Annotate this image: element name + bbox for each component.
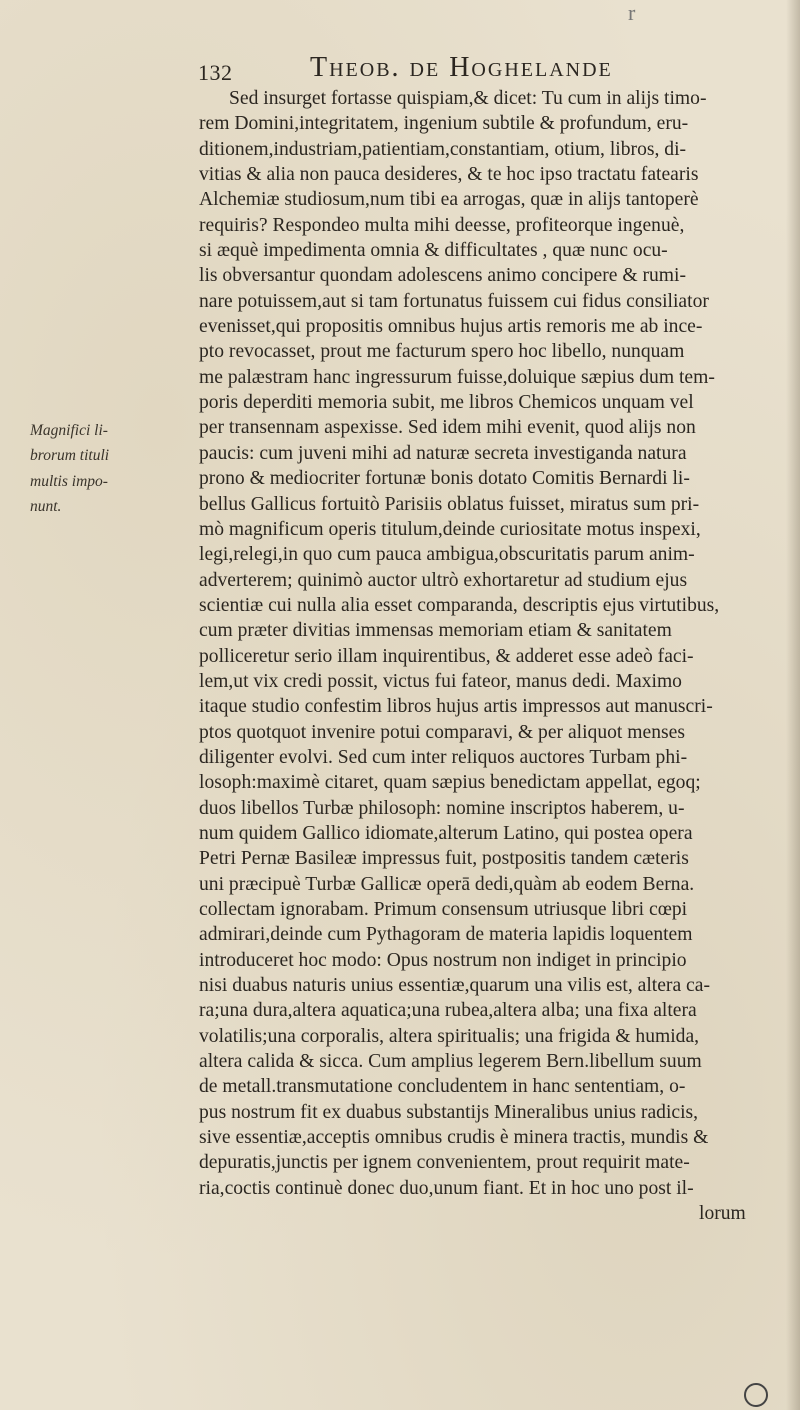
library-stamp [744, 1383, 768, 1407]
text-line: nisi duabus naturis unius essentiæ,quarum una vilis est, altera ca- [199, 975, 710, 997]
text-line: lem,ut vix credi possit, victus fui fateor, manus dedi. Maximo [199, 670, 682, 692]
text-line: pto revocasset, prout me facturum spero hoc libello, nunquam [199, 341, 685, 363]
text-line: volatilis;una corporalis, altera spiritualis; una frigida & humida, [199, 1025, 700, 1047]
text-line: adverterem; quinimò auctor ultrò exhortaretur ad studium ejus [199, 569, 688, 591]
text-line: vitias & alia non pauca desideres, & te hoc ipso tractatu fatearis [199, 164, 699, 186]
catchword: lorum [699, 1203, 746, 1225]
text-line: losoph:maximè citaret, quam sæpius benedictam appellat, egoq; [199, 772, 701, 794]
text-line: ditionem,industriam,patientiam,constantiam, otium, libros, di- [199, 138, 687, 160]
text-line: duos libellos Turbæ philosoph: nomine inscriptos haberem, u- [199, 797, 685, 819]
text-line: num quidem Gallico idiomate,alterum Latino, qui postea opera [199, 822, 693, 844]
text-line: ra;una dura,altera aquatica;una rubea,altera alba; una fixa altera [199, 1000, 697, 1022]
text-line: itaque studio confestim libros hujus artis impressos aut manuscri- [199, 696, 713, 718]
text-line: altera calida & sicca. Cum amplius legerem Bern.libellum suum [199, 1051, 702, 1073]
text-line: legi,relegi,in quo cum pauca ambigua,obscuritatis parum anim- [199, 544, 695, 566]
text-line: polliceretur serio illam inquirentibus, & adderet esse adeò faci- [199, 645, 694, 667]
text-line: me palæstram hanc ingressurum fuisse,doluique sæpius dum tem- [199, 366, 715, 388]
text-line: nare potuissem,aut si tam fortunatus fuissem cui fidus consiliator [199, 290, 709, 312]
marginal-note [30, 418, 190, 519]
text-line: uni præcipuè Turbæ Gallicæ operā dedi,quàm ab eodem Berna. [199, 873, 695, 895]
text-line: scientiæ cui nulla alia esset comparanda, descriptis ejus virtutibus, [199, 594, 720, 616]
text-line: Alchemiæ studiosum,num tibi ea arrogas, quæ in alijs tantoperè [199, 189, 699, 211]
text-line: Petri Pernæ Basileæ impressus fuit, postpositis tandem cæteris [199, 848, 689, 870]
text-line: paucis: cum juveni mihi ad naturæ secreta investiganda natura [199, 442, 687, 464]
text-line: per transennam aspexisse. Sed idem mihi evenit, quod alijs non [199, 417, 696, 439]
text-line: de metall.transmutatione concludentem in hanc sententiam, o- [199, 1076, 686, 1098]
marginal-note-line: multis impo- [30, 472, 108, 490]
text-line: depuratis,junctis per ignem convenientem, prout requirit mate- [199, 1152, 690, 1174]
body-text [199, 86, 799, 1226]
text-line: evenisset,qui propositis omnibus hujus artis remoris me ab ince- [199, 316, 703, 338]
text-line: collectam ignorabam. Primum consensum utriusque libri cœpi [199, 899, 688, 920]
text-line: poris deperditi memoria subit, me libros Chemicos unquam vel [199, 392, 694, 414]
text-line: ria,coctis continuè donec duo,unum fiant. Et in hoc uno post il- [199, 1177, 694, 1199]
text-line: admirari,deinde cum Pythagoram de materia lapidis loquentem [199, 924, 693, 946]
text-line: pus nostrum fit ex duabus substantijs Mineralibus unius radicis, [199, 1101, 699, 1123]
text-line: lis obversantur quondam adolescens animo concipere & rumi- [199, 265, 686, 287]
marginal-note-line: nunt. [30, 498, 62, 516]
marginal-note-line: Magnifici li- [30, 422, 108, 439]
text-line: sive essentiæ,acceptis omnibus crudis è minera tractis, mundis & [199, 1127, 709, 1149]
marginal-note-line: brorum tituli [30, 447, 110, 465]
text-line: diligenter evolvi. Sed cum inter reliquos auctores Turbam phi- [199, 746, 688, 768]
text-line: cum præter divitias immensas memoriam etiam & sanitatem [199, 620, 672, 642]
running-title: Theob. de Hoghelande [310, 52, 613, 83]
top-margin-mark: r [628, 0, 636, 25]
text-line: rem Domini,integritatem, ingenium subtile & profundum, eru- [199, 113, 689, 135]
text-line: ptos quotquot invenire potui comparavi, & per aliquot menses [199, 721, 685, 743]
text-line: si æquè impedimenta omnia & difficultates , quæ nunc ocu- [199, 240, 668, 262]
page-number: 132 [198, 60, 233, 85]
text-line: introduceret hoc modo: Opus nostrum non indiget in principio [199, 949, 687, 971]
text-line: mò magnificum operis titulum,deinde curiositate motus inspexi, [199, 518, 701, 540]
text-line: prono & mediocriter fortunæ bonis dotato Comitis Bernardi li- [199, 468, 690, 490]
text-line: requiris? Respondeo multa mihi deesse, profiteorque ingenuè, [199, 214, 685, 236]
text-line: Sed insurget fortasse quispiam,& dicet: Tu cum in alijs timo- [229, 88, 707, 109]
text-line: bellus Gallicus fortuitò Parisiis oblatus fuisset, miratus sum pri- [199, 493, 700, 515]
